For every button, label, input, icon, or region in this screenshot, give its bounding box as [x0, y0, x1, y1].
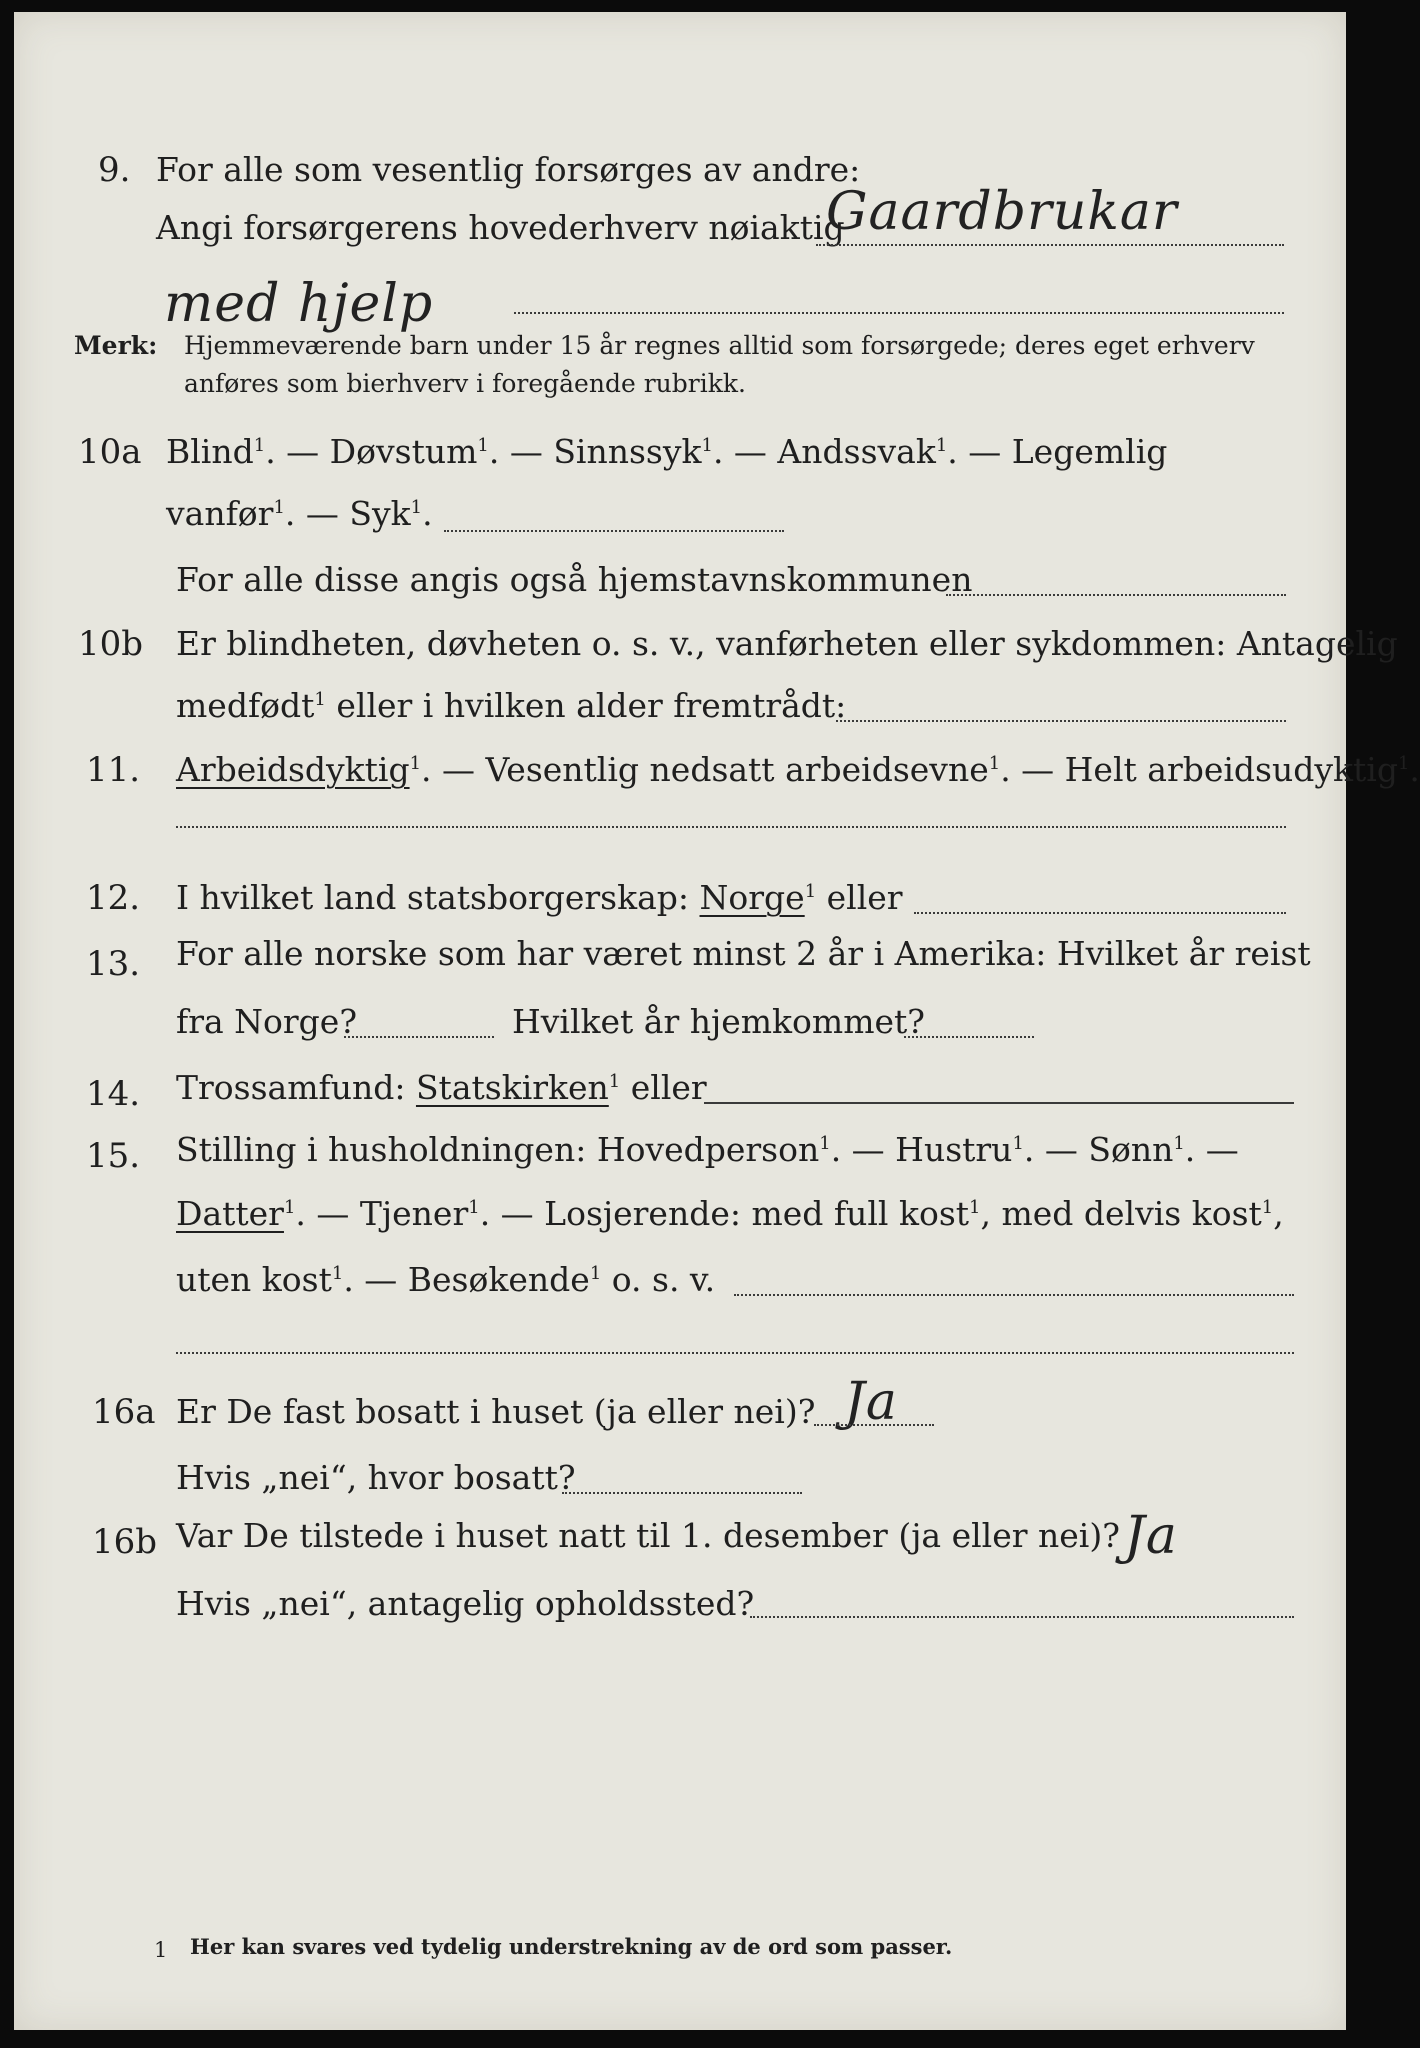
q15-line3: uten kost$^1$. — Besøkende$^1$ o. s. v.	[176, 1260, 716, 1299]
q16b-line2: Hvis „nei“, antagelig opholdssted?	[176, 1584, 755, 1623]
q13-answer-line1	[344, 1036, 494, 1038]
q15-number: 15.	[86, 1136, 141, 1176]
q15-answer-line1	[734, 1294, 1294, 1296]
q9-line2: Angi forsørgerens hovederhverv nøiaktig	[156, 208, 845, 247]
q11-underlined-answer: Arbeidsdyktig	[176, 750, 410, 789]
q11-answer-line	[176, 826, 1286, 828]
q13-line1: For alle norske som har været minst 2 år i Amerika: Hvilket år reist	[176, 934, 1311, 973]
q10a-answer-line2	[946, 594, 1286, 596]
q14-answer-line	[704, 1102, 1294, 1104]
q10a-line2: vanfør$^1$. — Syk$^1$.	[166, 494, 433, 533]
q15-answer-line2	[176, 1352, 1294, 1354]
q14-number: 14.	[86, 1074, 141, 1114]
q15-line2: Datter$^1$. — Tjener$^1$. — Losjerende: med full kost$^1$, med delvis kost$^1$,	[176, 1194, 1284, 1233]
q9-answer-line1	[816, 244, 1284, 246]
footnote-text: Her kan svares ved tydelig understrekning av de ord som passer.	[190, 1934, 953, 1959]
q15-underlined-answer: Datter	[176, 1194, 284, 1233]
q9-answer-line2	[514, 312, 1284, 314]
merk-label: Merk:	[74, 331, 158, 360]
q13-line2b: Hvilket år hjemkommet?	[512, 1002, 925, 1041]
q16a-answer-line1	[814, 1424, 934, 1426]
q10b-answer-line	[836, 720, 1286, 722]
q13-answer-line2	[904, 1036, 1034, 1038]
q16b-answer-line	[750, 1616, 1294, 1618]
q9-handwritten-occupation-cont: med hjelp	[164, 274, 434, 334]
footnote-mark: 1	[154, 1938, 168, 1962]
q12-underlined-answer: Norge	[699, 878, 805, 917]
q16b-line1: Var De tilstede i huset natt til 1. desember (ja eller nei)?	[176, 1516, 1120, 1555]
q16a-answer-line2	[562, 1492, 802, 1494]
q11-line: Arbeidsdyktig$^1$. — Vesentlig nedsatt arbeidsevne$^1$. — Helt arbeidsudyktig$^1$.	[176, 750, 1420, 789]
q9-handwritten-occupation: Gaardbrukar	[826, 182, 1178, 242]
q14-line: Trossamfund: Statskirken$^1$ eller	[176, 1068, 707, 1107]
q10a-line1: Blind$^1$. — Døvstum$^1$. — Sinnssyk$^1$. — Andssvak$^1$. — Legemlig	[166, 432, 1168, 471]
census-form-page	[14, 12, 1420, 2030]
q10a-answer-line1	[444, 530, 784, 532]
q16b-handwritten-answer: Ja	[1124, 1506, 1178, 1566]
q16a-number: 16a	[92, 1392, 156, 1432]
q16a-line2: Hvis „nei“, hvor bosatt?	[176, 1458, 576, 1497]
q10b-number: 10b	[78, 624, 144, 664]
q12-number: 12.	[86, 878, 141, 918]
q16b-number: 16b	[92, 1522, 158, 1562]
merk-line1: Hjemmeværende barn under 15 år regnes alltid som forsørgede; deres eget erhverv	[184, 331, 1255, 360]
q13-number: 13.	[86, 944, 141, 984]
q9-line1: For alle som vesentlig forsørges av andre:	[156, 150, 861, 189]
q12-answer-line	[914, 912, 1286, 914]
q14-underlined-answer: Statskirken	[415, 1068, 609, 1107]
q12-line: I hvilket land statsborgerskap: Norge$^1$ eller	[176, 878, 903, 917]
q16a-line1: Er De fast bosatt i huset (ja eller nei)?	[176, 1392, 816, 1431]
q10a-line3: For alle disse angis også hjemstavnskommunen	[176, 560, 973, 599]
q15-line1: Stilling i husholdningen: Hovedperson$^1$. — Hustru$^1$. — Sønn$^1$. —	[176, 1130, 1239, 1169]
q13-line2a: fra Norge?	[176, 1002, 358, 1041]
q10a-number: 10a	[78, 432, 142, 472]
q11-number: 11.	[86, 750, 141, 790]
merk-line2: anføres som bierhverv i foregående rubrikk.	[184, 369, 746, 398]
q9-number: 9.	[98, 150, 131, 190]
q10b-line1: Er blindheten, døvheten o. s. v., vanførheten eller sykdommen: Antagelig	[176, 624, 1398, 663]
q16a-handwritten-answer: Ja	[844, 1372, 898, 1432]
q10b-line2: medfødt$^1$ eller i hvilken alder fremtrådt:	[176, 686, 847, 725]
